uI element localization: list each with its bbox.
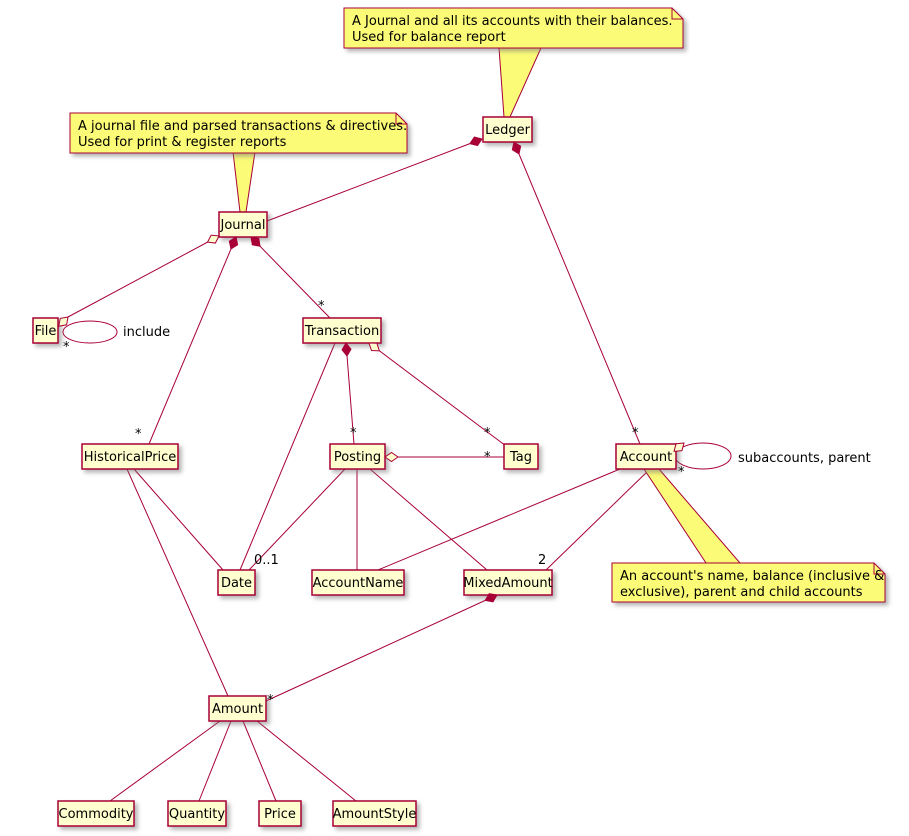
label-account-subaccounts: subaccounts, parent bbox=[738, 451, 871, 466]
class-commodity bbox=[58, 801, 134, 826]
class-price-label: Price bbox=[264, 807, 296, 822]
class-account bbox=[616, 444, 676, 469]
note-ledger-line1: A Journal and all its accounts with their balances. bbox=[352, 14, 673, 29]
edge-transaction-date bbox=[240, 343, 335, 570]
mult-ledger-account: * bbox=[632, 426, 639, 441]
class-amountstyle bbox=[333, 801, 417, 826]
aggregation-diamond-journal-file bbox=[208, 235, 219, 243]
note-journal-line1: A journal file and parsed transactions & directives. bbox=[78, 119, 408, 134]
class-tag bbox=[504, 444, 538, 469]
label-file-include: include bbox=[123, 325, 171, 340]
mult-journal-transaction: * bbox=[318, 299, 325, 314]
mult-journal-historicalprice: * bbox=[135, 427, 142, 442]
class-price bbox=[259, 801, 301, 826]
class-amountstyle-label: AmountStyle bbox=[332, 807, 417, 822]
class-amount-label: Amount bbox=[211, 702, 264, 717]
edge-amount-amountstyle bbox=[257, 721, 356, 801]
class-accountname-label: AccountName bbox=[312, 576, 404, 591]
class-account-label: Account bbox=[619, 450, 673, 465]
mult-mixedamount-amount: * bbox=[267, 693, 274, 708]
class-transaction-label: Transaction bbox=[304, 324, 380, 339]
class-accountname bbox=[312, 570, 404, 595]
class-quantity-label: Quantity bbox=[168, 807, 226, 822]
note-account bbox=[612, 563, 885, 602]
mult-file-include: * bbox=[63, 340, 70, 355]
class-mixedamount bbox=[463, 570, 552, 595]
mult-account-mixedamount: 2 bbox=[538, 553, 547, 568]
edge-mixedamount-amount bbox=[266, 595, 497, 701]
aggregation-diamond-file-include bbox=[59, 317, 68, 326]
edge-posting-mixedamount bbox=[370, 469, 487, 570]
class-ledger-label: Ledger bbox=[485, 123, 530, 138]
note-ledger bbox=[344, 8, 683, 48]
mult-posting-date: 0..1 bbox=[254, 553, 279, 568]
aggregation-diamond-account-subaccounts bbox=[674, 443, 684, 451]
note-account-line1: An account's name, balance (inclusive & bbox=[620, 569, 885, 584]
class-tag-label: Tag bbox=[509, 450, 533, 465]
composition-diamond-journal-historicalprice bbox=[229, 237, 237, 249]
note-pointer-ledger bbox=[499, 48, 541, 117]
class-mixedamount-label: MixedAmount bbox=[463, 576, 553, 591]
composition-diamond-journal-transaction bbox=[251, 237, 260, 246]
composition-diamond-ledger-account bbox=[512, 142, 520, 154]
aggregation-diamond-posting-tag bbox=[385, 453, 398, 462]
note-pointer-account bbox=[644, 469, 740, 563]
class-commodity-label: Commodity bbox=[58, 807, 134, 822]
note-account-line2: exclusive), parent and child accounts bbox=[620, 585, 863, 600]
note-ledger-line2: Used for balance report bbox=[352, 30, 506, 45]
class-posting-label: Posting bbox=[333, 450, 382, 465]
class-date-label: Date bbox=[220, 576, 253, 591]
edge-historicalprice-date bbox=[134, 469, 223, 570]
composition-diamond-transaction-posting bbox=[342, 343, 351, 356]
note-journal bbox=[70, 113, 407, 153]
edge-account-mixedamount bbox=[546, 469, 650, 570]
note-pointer-journal bbox=[233, 152, 255, 212]
edge-ledger-account bbox=[514, 142, 640, 444]
class-posting bbox=[330, 444, 385, 469]
edge-journal-file bbox=[68, 236, 219, 317]
edge-amount-price bbox=[243, 721, 276, 801]
class-ledger bbox=[483, 117, 532, 142]
edge-journal-historicalprice bbox=[149, 237, 236, 444]
edge-file-include-loop bbox=[63, 321, 117, 343]
class-journal bbox=[219, 212, 267, 237]
class-file bbox=[33, 318, 58, 343]
aggregation-diamond-transaction-tag bbox=[369, 343, 379, 351]
mult-transaction-tag: * bbox=[484, 426, 491, 441]
mult-posting-tag: * bbox=[484, 450, 491, 465]
mult-account-subaccounts: * bbox=[678, 465, 685, 480]
class-journal-label: Journal bbox=[220, 218, 266, 233]
class-historicalprice bbox=[82, 444, 178, 469]
edge-account-accountname bbox=[378, 469, 620, 570]
class-quantity bbox=[168, 801, 226, 826]
class-date bbox=[218, 570, 255, 595]
class-file-label: File bbox=[34, 324, 57, 339]
class-transaction bbox=[303, 318, 381, 343]
edge-historicalprice-amount bbox=[127, 469, 228, 696]
mult-transaction-posting: * bbox=[350, 426, 357, 441]
class-amount bbox=[209, 696, 266, 721]
note-journal-line2: Used for print & register reports bbox=[78, 135, 287, 150]
composition-diamond-ledger-journal bbox=[470, 137, 482, 145]
class-historicalprice-label: HistoricalPrice bbox=[83, 450, 177, 465]
